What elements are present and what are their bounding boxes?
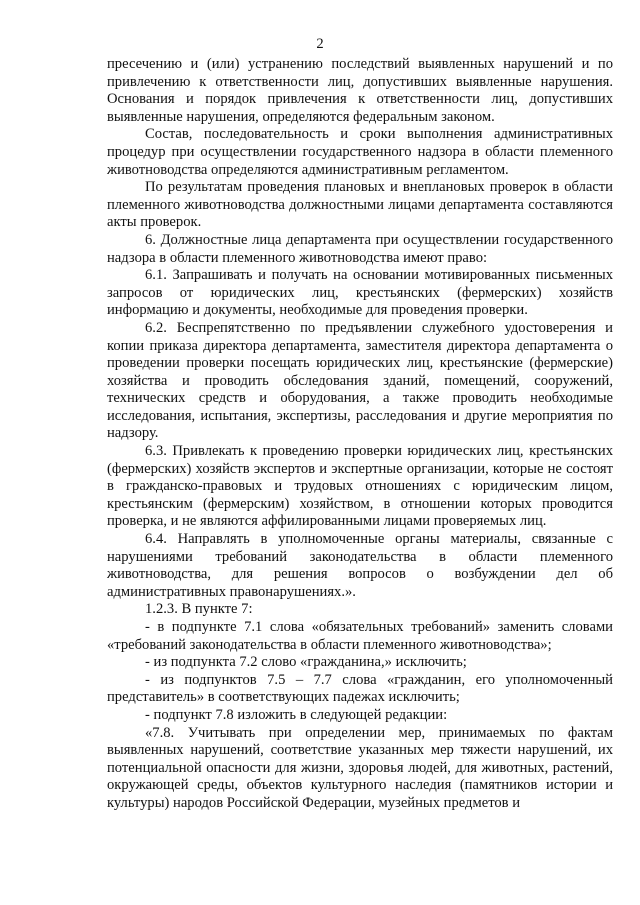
document-body <box>107 56 613 813</box>
paragraph: По результатам проведения плановых и внеплановых проверок в области племенного животноводства должностными лицами департамента составляются акты проверок. <box>107 179 613 231</box>
paragraph: - в подпункте 7.1 слова «обязательных требований» заменить словами «требований законодательства в области племенного животноводства»; <box>107 619 613 653</box>
paragraph: пресечению и (или) устранению последствий выявленных нарушений и по привлечению к ответственности лиц, допустивших выявленные нарушения. Основания и порядок привлечения к ответственности лиц, допустивших выявленные нарушения, определяются федеральным законом. <box>107 56 613 125</box>
paragraph: 6.2. Беспрепятственно по предъявлении служебного удостоверения и копии приказа директора департамента, заместителя директора департамента о проведении проверки посещать юридических лиц, крестьянские (фермерские) хозяйства и проводить обследования зданий, помещений, сооружений, технических средств и оборудования, а также проводить необходимые исследования, испытания, экспертизы, расследования и другие мероприятия по надзору. <box>107 319 613 442</box>
paragraph: 6.1. Запрашивать и получать на основании мотивированных письменных запросов от юридических лиц, крестьянских (фермерских) хозяйств информацию и документы, необходимые для проведения проверки. <box>107 267 613 319</box>
paragraph: «7.8. Учитывать при определении мер, принимаемых по фактам выявленных нарушений, соответствие указанных мер тяжести нарушений, их потенциальной опасности для жизни, здоровья людей, для животных, растений, окружающей среды, объектов культурного наследия (памятников истории и культуры) народов Российской Федерации, музейных предметов и <box>107 724 613 811</box>
paragraph: Состав, последовательность и сроки выполнения административных процедур при осуществлении государственного надзора в области племенного животноводства определяются административным регламентом. <box>107 126 613 178</box>
paragraph: 6.4. Направлять в уполномоченные органы материалы, связанные с нарушениями требований законодательства в области племенного животноводства, для решения вопросов о возбуждении дел об административных правонарушениях.». <box>107 531 613 600</box>
paragraph: 1.2.3. В пункте 7: <box>145 601 253 618</box>
paragraph: - из подпунктов 7.5 – 7.7 слова «гражданин, его уполномоченный представитель» в соответствующих падежах исключить; <box>107 671 613 706</box>
paragraph: - из подпункта 7.2 слово «гражданина,» исключить; <box>145 654 467 671</box>
paragraph: 6.3. Привлекать к проведению проверки юридических лиц, крестьянских (фермерских) хозяйств экспертов и экспертные организации, которые не состоят в гражданско-правовых и трудовых отношениях с юридическим лицом, крестьянским (фермерским) хозяйством, в отношении которых проводится проверка, и не являются аффилированными лицами проверяемых лиц. <box>107 443 613 530</box>
page-number: 2 <box>316 36 324 52</box>
paragraph: - подпункт 7.8 изложить в следующей редакции: <box>145 706 448 723</box>
paragraph: 6. Должностные лица департамента при осуществлении государственного надзора в области племенного животноводства имеют право: <box>107 231 613 266</box>
